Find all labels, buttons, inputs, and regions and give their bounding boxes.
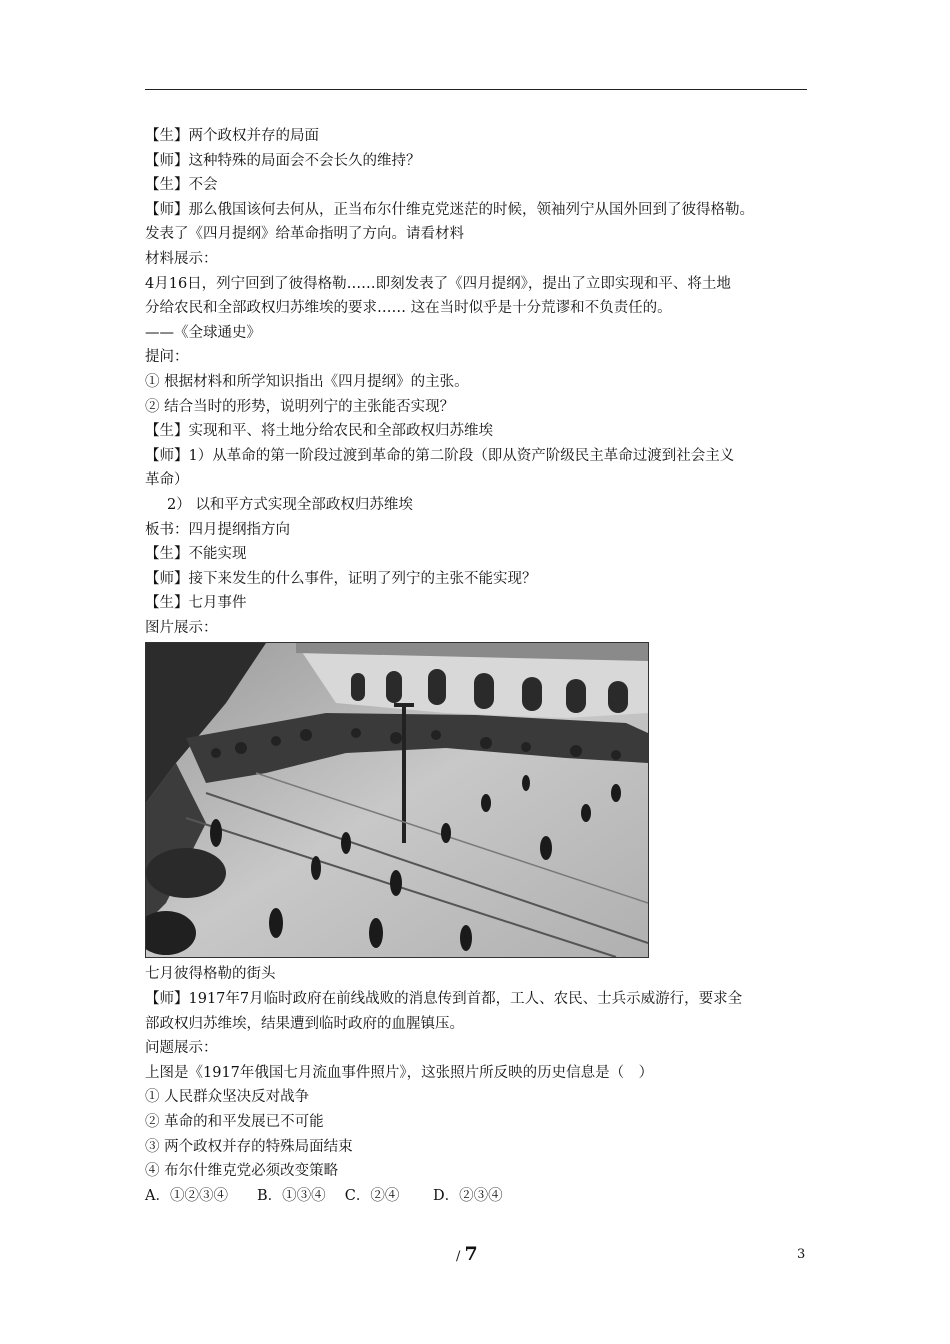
question-heading: 问题展示： — [145, 1040, 218, 1057]
dialogue-line: 【师】接下来发生的什么事件，证明了列宁的主张不能实现？ — [145, 570, 537, 587]
dialogue-line: 【生】不能实现 — [145, 546, 247, 563]
question-option: ④ 布尔什维克党必须改变策略 — [145, 1163, 339, 1180]
material-source: ——《全球通史》 — [145, 324, 261, 341]
dialogue-line: 【师】1917年7月临时政府在前线战败的消息传到首都，工人、农民、士兵示威游行，要求全 — [145, 991, 743, 1008]
dialogue-line: 革命） — [145, 472, 189, 489]
dialogue-line: 【生】不会 — [145, 177, 218, 194]
material-text: 分给农民和全部政权归苏维埃的要求…… 这在当时似乎是十分荒谬和不负责任的。 — [145, 300, 672, 317]
question-item: ② 结合当时的形势，说明列宁的主张能否实现？ — [145, 398, 455, 415]
dialogue-line: 【师】那么俄国该何去何从，正当布尔什维克党迷茫的时候，领袖列宁从国外回到了彼得格勒。 — [145, 201, 754, 218]
dialogue-line: 发表了《四月提纲》给革命指明了方向。请看材料 — [145, 226, 464, 243]
dialogue-line: 【师】1）从革命的第一阶段过渡到革命的第二阶段（即从资产阶级民主革命过渡到社会主义 — [145, 447, 735, 464]
dialogue-line: 部政权归苏维埃，结果遭到临时政府的血腥镇压。 — [145, 1015, 464, 1032]
question-option: ① 人民群众坚决反对战争 — [145, 1089, 310, 1106]
page-number: 3 — [797, 1247, 806, 1262]
dialogue-line: 【生】两个政权并存的局面 — [145, 128, 319, 144]
header-rule — [145, 89, 807, 90]
question-option: ③ 两个政权并存的特殊局面结束 — [145, 1138, 353, 1155]
image-heading: 图片展示： — [145, 619, 218, 636]
question-option: ② 革命的和平发展已不可能 — [145, 1114, 324, 1131]
dialogue-line: 【生】实现和平、将土地分给农民和全部政权归苏维埃 — [145, 423, 493, 440]
dialogue-line: 【生】七月事件 — [145, 595, 247, 612]
dialogue-line: 【师】这种特殊的局面会不会长久的维持？ — [145, 152, 421, 169]
street-scene-illustration — [146, 643, 648, 957]
board-note: 板书：四月提纲指方向 — [145, 521, 290, 538]
page-slash: / — [456, 1249, 461, 1264]
material-text: 4月16日，列宁回到了彼得格勒……即刻发表了《四月提纲》，提出了立即实现和平、将土地 — [145, 275, 731, 292]
question-heading: 提问： — [145, 349, 189, 366]
question-stem: 上图是《1917年俄国七月流血事件照片》，这张照片所反映的历史信息是（ ） — [145, 1064, 654, 1081]
july-days-photo — [145, 642, 649, 958]
answer-choices: A．①②③④ B．①③④ C．②④ D．②③④ — [145, 1187, 503, 1204]
material-heading: 材料展示： — [145, 250, 218, 267]
dialogue-line: 2） 以和平方式实现全部政权归苏维埃 — [167, 496, 413, 513]
photo-caption: 七月彼得格勒的街头 — [145, 966, 276, 983]
document-body — [145, 124, 810, 1208]
question-item: ① 根据材料和所学知识指出《四月提纲》的主张。 — [145, 373, 469, 390]
page-total-number: 7 — [464, 1243, 478, 1265]
page-total — [456, 1243, 478, 1265]
